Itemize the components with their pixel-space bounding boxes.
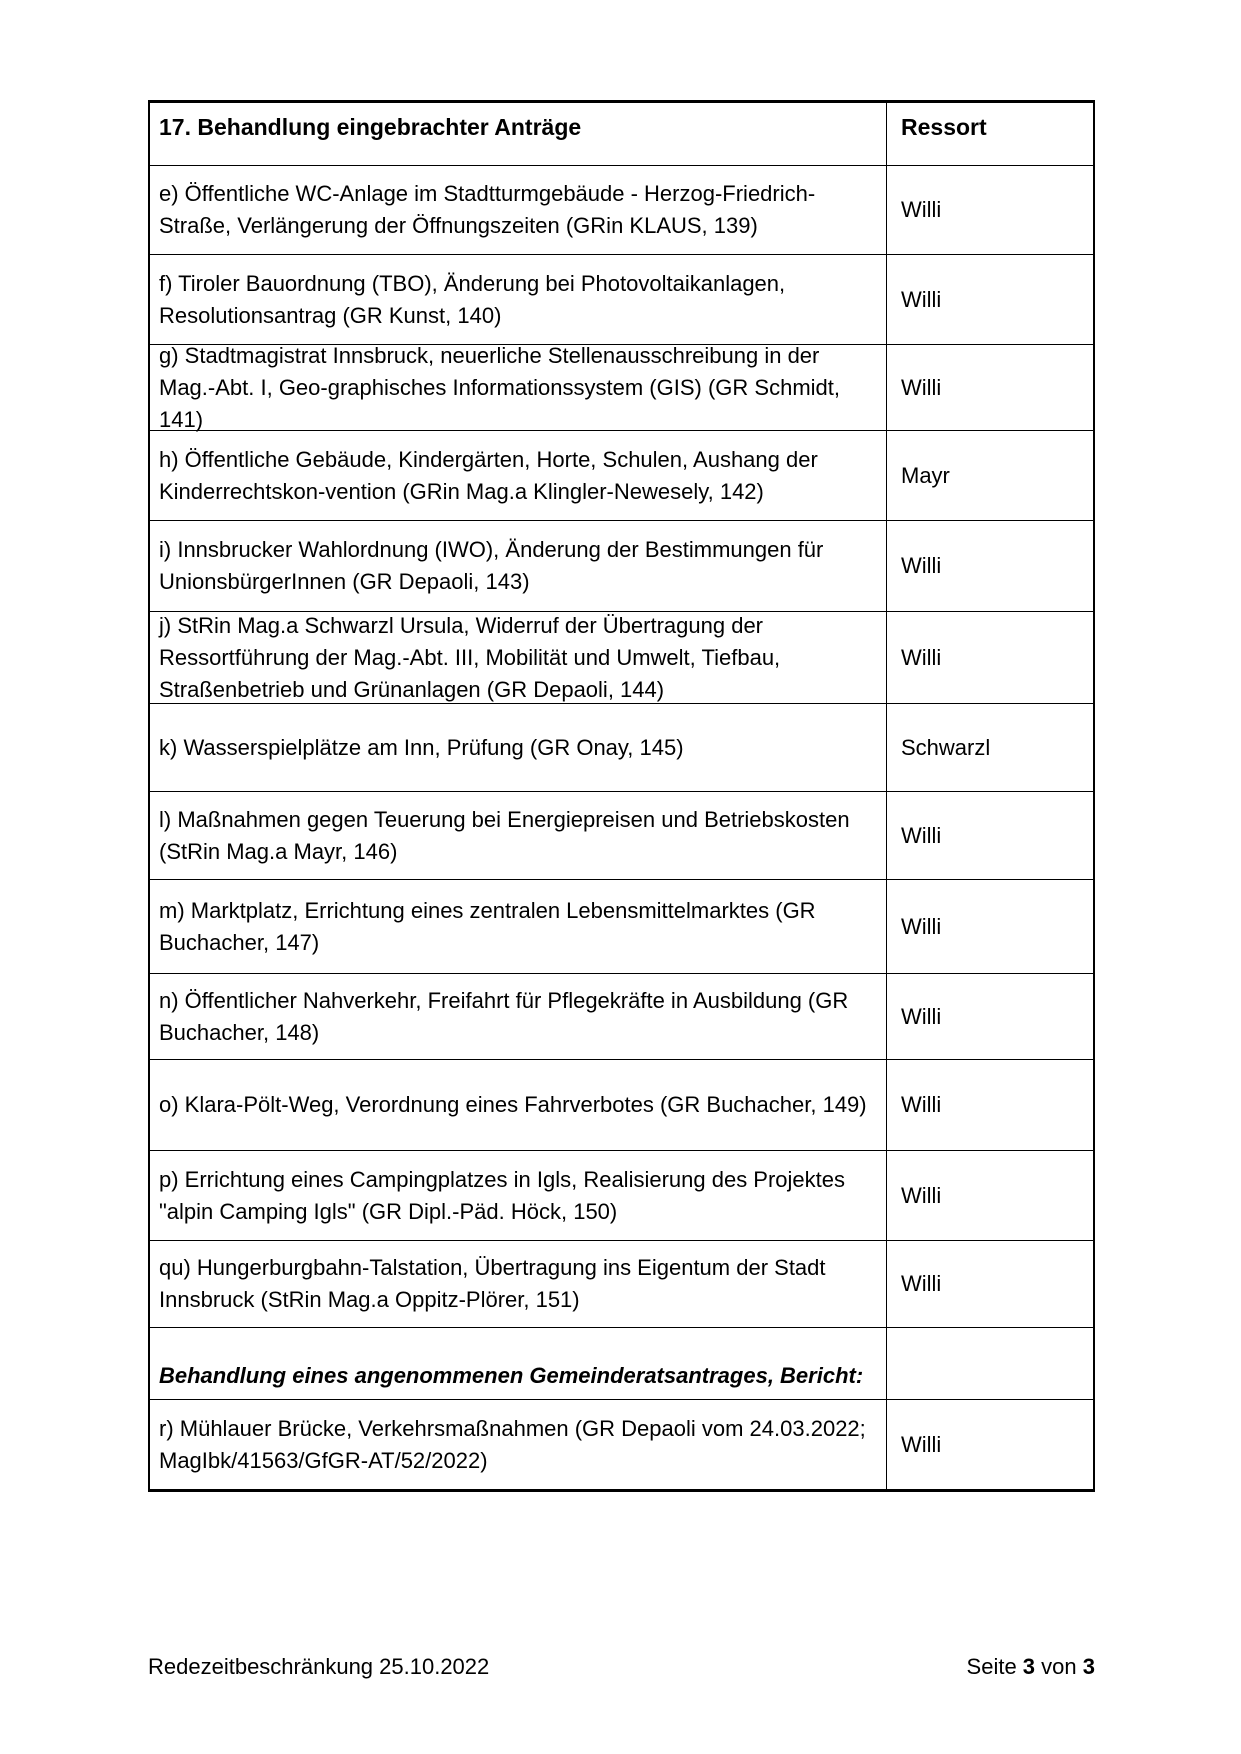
ressort-value: Willi (901, 913, 942, 939)
table-row (150, 1399, 1093, 1489)
table-title: 17. Behandlung eingebrachter Anträge (150, 103, 887, 165)
page-number-label: Seite (966, 1654, 1023, 1679)
agenda-item-text: j) StRin Mag.a Schwarzl Ursula, Widerruf der Übertragung der Ressortführung der Mag.-Abt. III, Mobilität und Umwelt, Tiefbau, Straßenbetrieb und Grünanlagen (GR Depaoli, 144) (150, 612, 887, 703)
ressort-value: Willi (901, 1271, 942, 1296)
table-row (150, 611, 1093, 703)
ressort-value: Willi (901, 197, 942, 222)
ressort-value: Willi (901, 1003, 942, 1029)
table-row (150, 1150, 1093, 1240)
agenda-item-text: k) Wasserspielplätze am Inn, Prüfung (GR Onay, 145) (150, 704, 887, 791)
page-number-of: von (1035, 1654, 1083, 1679)
page-number-total: 3 (1082, 1654, 1095, 1679)
table-row (150, 703, 1093, 791)
table-row (150, 430, 1093, 520)
agenda-table (148, 100, 1095, 1492)
ressort-value-empty (887, 1328, 1093, 1399)
ressort-value: Willi (901, 1431, 942, 1457)
table-row (150, 344, 1093, 430)
agenda-item-text: o) Klara-Pölt-Weg, Verordnung eines Fahrverbotes (GR Buchacher, 149) (150, 1060, 887, 1150)
agenda-item-text: h) Öffentliche Gebäude, Kindergärten, Horte, Schulen, Aushang der Kinderrechtskon-vention (GRin Mag.a Klingler-Newesely, 142) (150, 431, 887, 520)
table-row (150, 879, 1093, 973)
ressort-value: Willi (901, 553, 942, 578)
ressort-value: Willi (901, 374, 942, 400)
section-heading-text: Behandlung eines angenommenen Gemeinderatsantrages, Bericht: (150, 1328, 887, 1399)
agenda-item-text: e) Öffentliche WC-Anlage im Stadtturmgebäude - Herzog-Friedrich-Straße, Verlängerung der Öffnungszeiten (GRin KLAUS, 139) (150, 166, 887, 254)
ressort-value: Willi (901, 1092, 942, 1117)
table-row (150, 1059, 1093, 1150)
agenda-item-text: qu) Hungerburgbahn-Talstation, Übertragung ins Eigentum der Stadt Innsbruck (StRin Mag.a Oppitz-Plörer, 151) (150, 1241, 887, 1327)
ressort-value: Willi (901, 286, 942, 312)
agenda-item-text: n) Öffentlicher Nahverkehr, Freifahrt für Pflegekräfte in Ausbildung (GR Buchacher, 148) (150, 974, 887, 1059)
table-row (150, 165, 1093, 254)
ressort-column-header: Ressort (901, 114, 987, 140)
section-heading-row (150, 1327, 1093, 1399)
ressort-value: Willi (901, 1182, 942, 1208)
page-number (967, 1652, 1095, 1682)
agenda-item-text: f) Tiroler Bauordnung (TBO), Änderung bei Photovoltaikanlagen, Resolutionsantrag (GR Kunst, 140) (150, 255, 887, 344)
table-row (150, 520, 1093, 611)
table-row (150, 973, 1093, 1059)
agenda-item-text: m) Marktplatz, Errichtung eines zentralen Lebensmittelmarktes (GR Buchacher, 147) (150, 880, 887, 973)
table-row (150, 1240, 1093, 1327)
table-row (150, 791, 1093, 879)
agenda-item-text: l) Maßnahmen gegen Teuerung bei Energiepreisen und Betriebskosten (StRin Mag.a Mayr, 146) (150, 792, 887, 879)
agenda-item-text: g) Stadtmagistrat Innsbruck, neuerliche Stellenausschreibung in der Mag.-Abt. I, Geo-graphisches Informationssystem (GIS) (GR Schmidt, 141) (150, 345, 887, 430)
ressort-value: Mayr (901, 462, 950, 488)
ressort-value: Schwarzl (901, 734, 991, 760)
ressort-value: Willi (901, 644, 942, 670)
table-row (150, 254, 1093, 344)
page-number-current: 3 (1022, 1654, 1036, 1679)
agenda-item-text: i) Innsbrucker Wahlordnung (IWO), Änderung der Bestimmungen für UnionsbürgerInnen (GR Depaoli, 143) (150, 521, 887, 611)
agenda-item-text: p) Errichtung eines Campingplatzes in Igls, Realisierung des Projektes "alpin Camping Igls" (GR Dipl.-Päd. Höck, 150) (150, 1151, 887, 1240)
footer-date: Redezeitbeschränkung 25.10.2022 (148, 1654, 490, 1679)
ressort-value: Willi (901, 822, 942, 848)
table-header-row (150, 103, 1093, 165)
page-footer (148, 1652, 1095, 1682)
agenda-item-text: r) Mühlauer Brücke, Verkehrsmaßnahmen (GR Depaoli vom 24.03.2022; MagIbk/41563/GfGR-AT/52/2022) (150, 1400, 887, 1489)
